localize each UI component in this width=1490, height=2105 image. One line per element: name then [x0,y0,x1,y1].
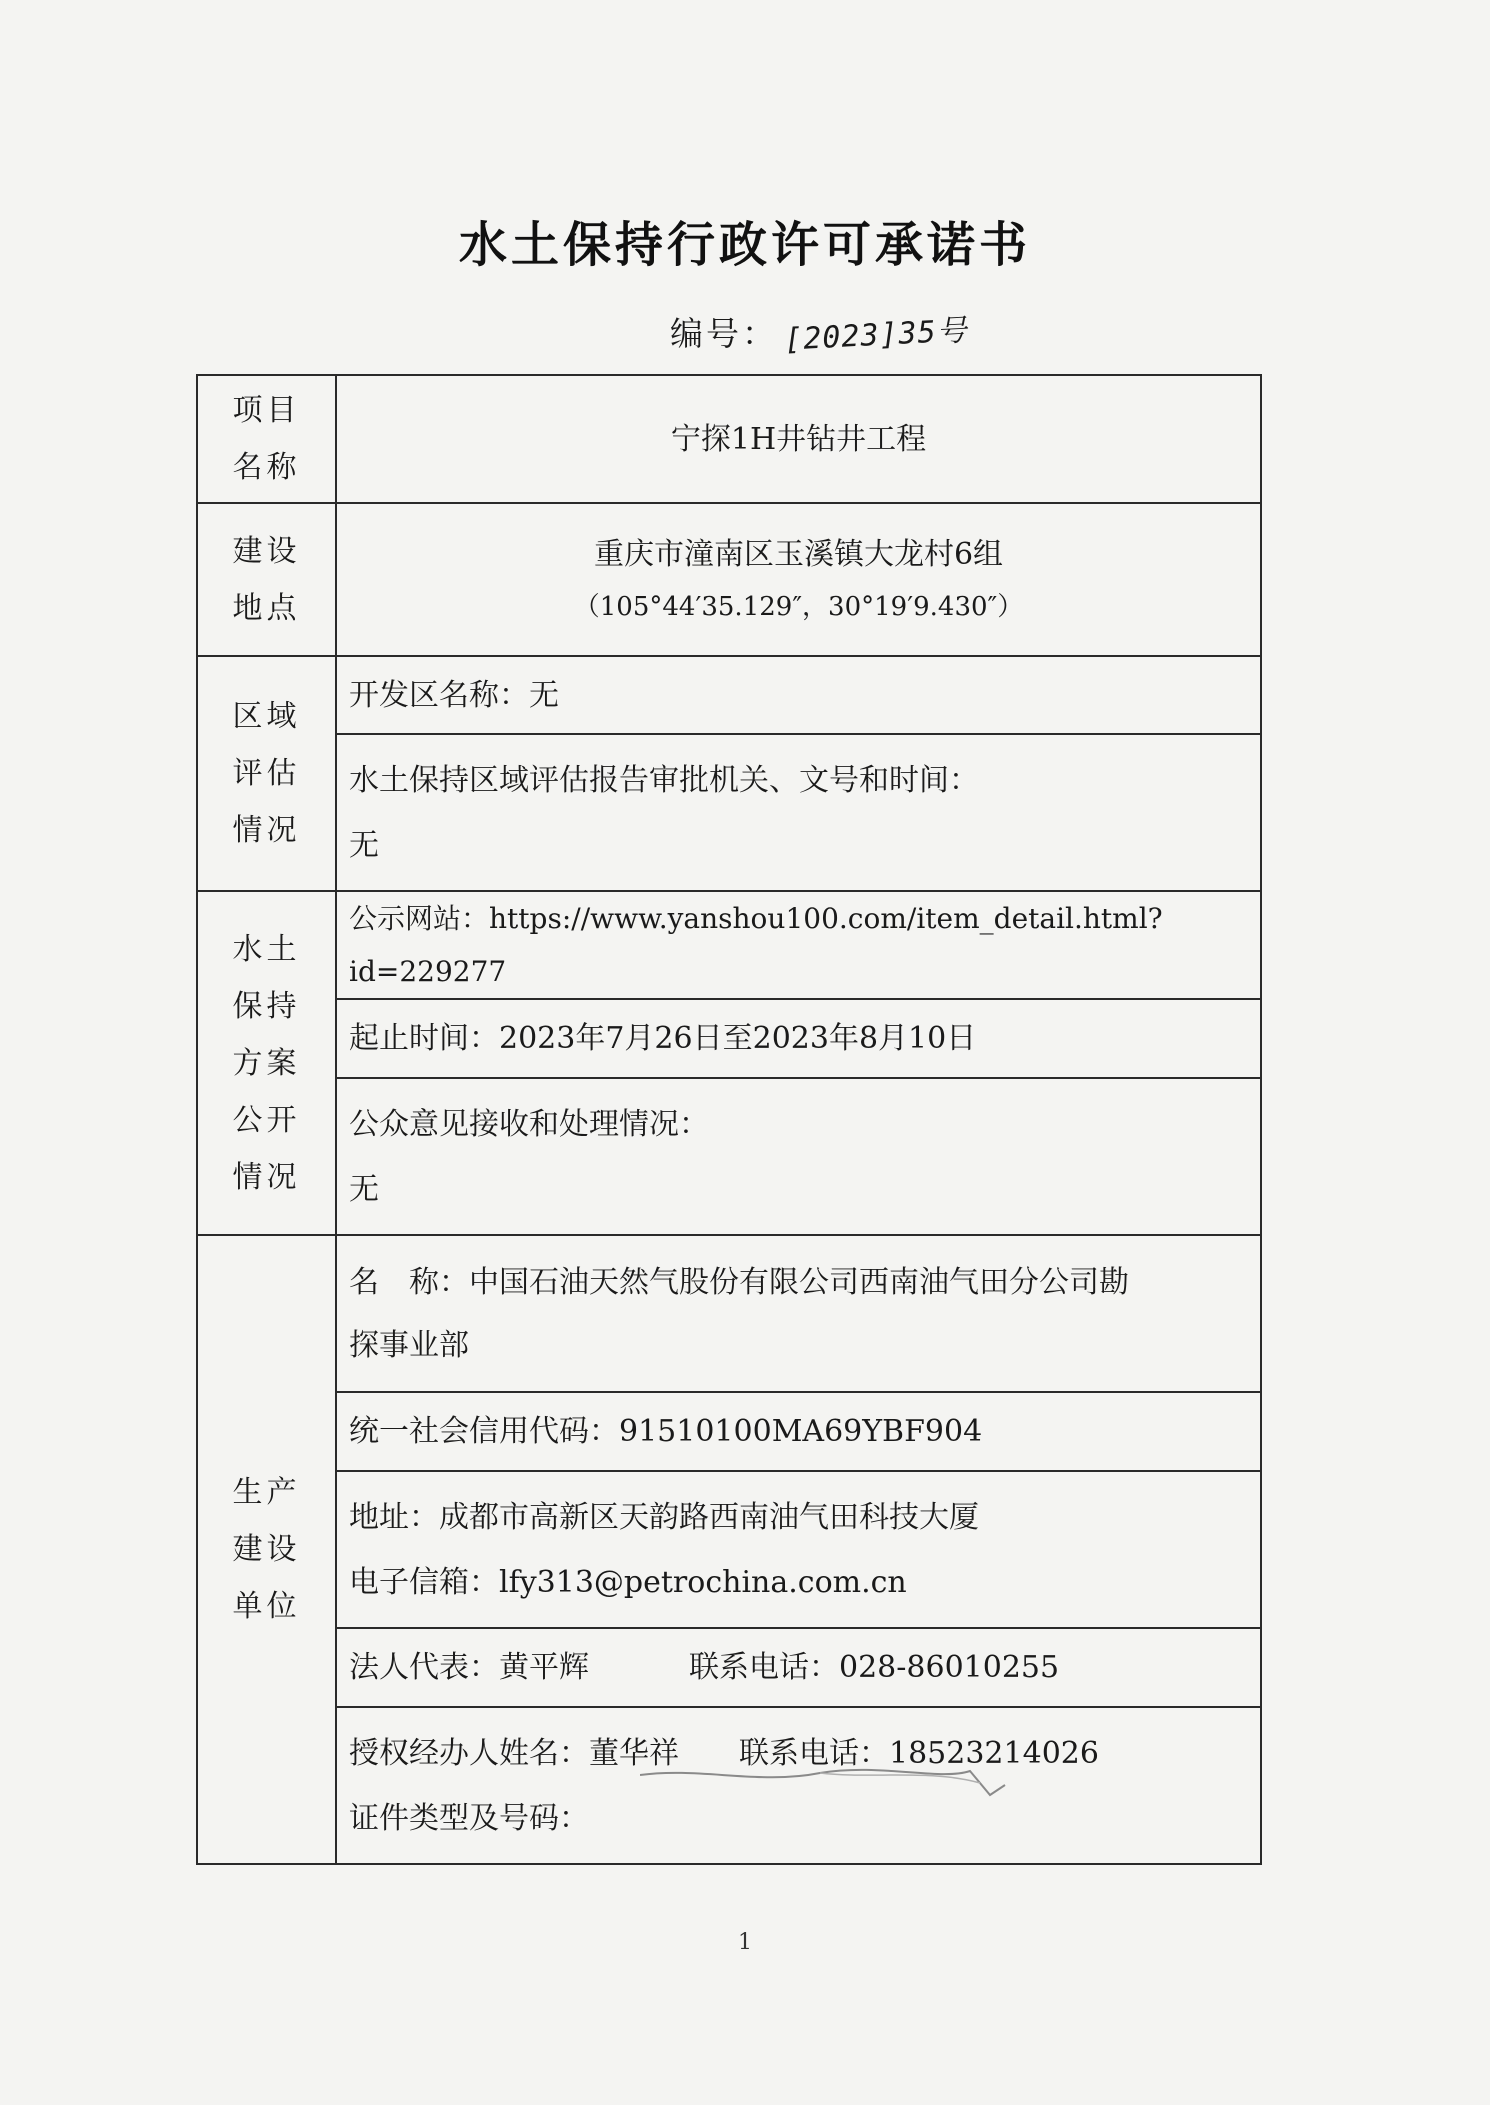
legal-rep-name: 法人代表：黄平辉 [349,1650,589,1686]
row-public-opinions [197,1078,1261,1235]
unit-address: 地址：成都市高新区天韵路西南油气田科技大厦 [349,1499,979,1535]
label-line: 建设 [232,533,301,569]
label-line: 方案 [232,1045,301,1081]
agent-phone: 联系电话：18523214026 [739,1735,1099,1771]
label-line: 情况 [232,813,301,848]
project-name-value: 宁探1H井钻井工程 [336,375,1261,503]
label-line: 区域 [232,699,301,734]
publicity-website: 公示网站：https://www.yanshou100.com/item_detail.html?id=229277 [336,891,1261,999]
document-title: 水土保持行政许可承诺书 [458,217,1031,273]
unit-credit-code: 统一社会信用代码：91510100MA69YBF904 [336,1392,1261,1471]
label-line: 评估 [232,756,301,791]
label-project-name [197,375,336,503]
label-line: 地点 [232,590,301,626]
commitment-form-table [196,374,1262,1865]
id-type-number: 证件类型及号码： [349,1800,589,1836]
site-address: 重庆市潼南区玉溪镇大龙村6组 [593,537,1004,573]
label-line: 生产 [232,1475,301,1511]
row-publicity-period [197,999,1261,1078]
paper-tear-mark [640,1745,1010,1805]
label-plan-publicity [197,891,336,1235]
label-zone-evaluation [197,656,336,891]
label-line: 保持 [232,988,301,1024]
unit-email: 电子信箱：lfy313@petrochina.com.cn [349,1564,907,1600]
dev-zone-name: 开发区名称：无 [336,656,1261,734]
public-opinions-label: 公众意见接收和处理情况： [349,1106,709,1142]
publicity-period: 起止时间：2023年7月26日至2023年8月10日 [336,999,1261,1078]
label-line: 公开 [232,1102,301,1138]
document-number-value: [2023]35号 [783,313,969,358]
site-coordinates: （105°44′35.129″，30°19′9.430″） [573,592,1024,623]
legal-rep-phone: 联系电话：028-86010255 [689,1650,1060,1686]
legal-rep-cell [336,1628,1261,1707]
label-line: 名称 [232,450,301,485]
row-unit-address-email [197,1471,1261,1628]
label-line: 情况 [232,1159,301,1195]
label-construction-site [197,503,336,656]
row-zone-approval [197,734,1261,891]
document-number-label: 编号： [670,314,778,353]
unit-name-line1: 名 称：中国石油天然气股份有限公司西南油气田分公司勘 [349,1264,1129,1300]
label-line: 水土 [232,931,301,967]
zone-approval-cell [336,734,1261,891]
zone-approval-value: 无 [349,827,379,863]
public-opinions-cell [336,1078,1261,1235]
row-zone-devzone [197,656,1261,734]
row-publicity-website [197,891,1261,999]
label-line: 项目 [232,393,301,428]
row-construction-site [197,503,1261,656]
row-unit-name [197,1235,1261,1392]
page-number: 1 [738,1930,752,1955]
label-line: 建设 [232,1532,301,1568]
agent-name: 授权经办人姓名：董华祥 [349,1735,679,1771]
construction-site-value [336,503,1261,656]
row-legal-rep [197,1628,1261,1707]
unit-address-email-cell [336,1471,1261,1628]
zone-approval-label: 水土保持区域评估报告审批机关、文号和时间： [349,762,979,798]
unit-name-cell [336,1235,1261,1392]
row-project-name [197,375,1261,503]
label-construction-unit [197,1235,336,1864]
public-opinions-value: 无 [349,1171,379,1207]
document-number [670,308,969,358]
row-credit-code [197,1392,1261,1471]
unit-name-line2: 探事业部 [349,1327,469,1363]
label-line: 单位 [232,1589,301,1625]
